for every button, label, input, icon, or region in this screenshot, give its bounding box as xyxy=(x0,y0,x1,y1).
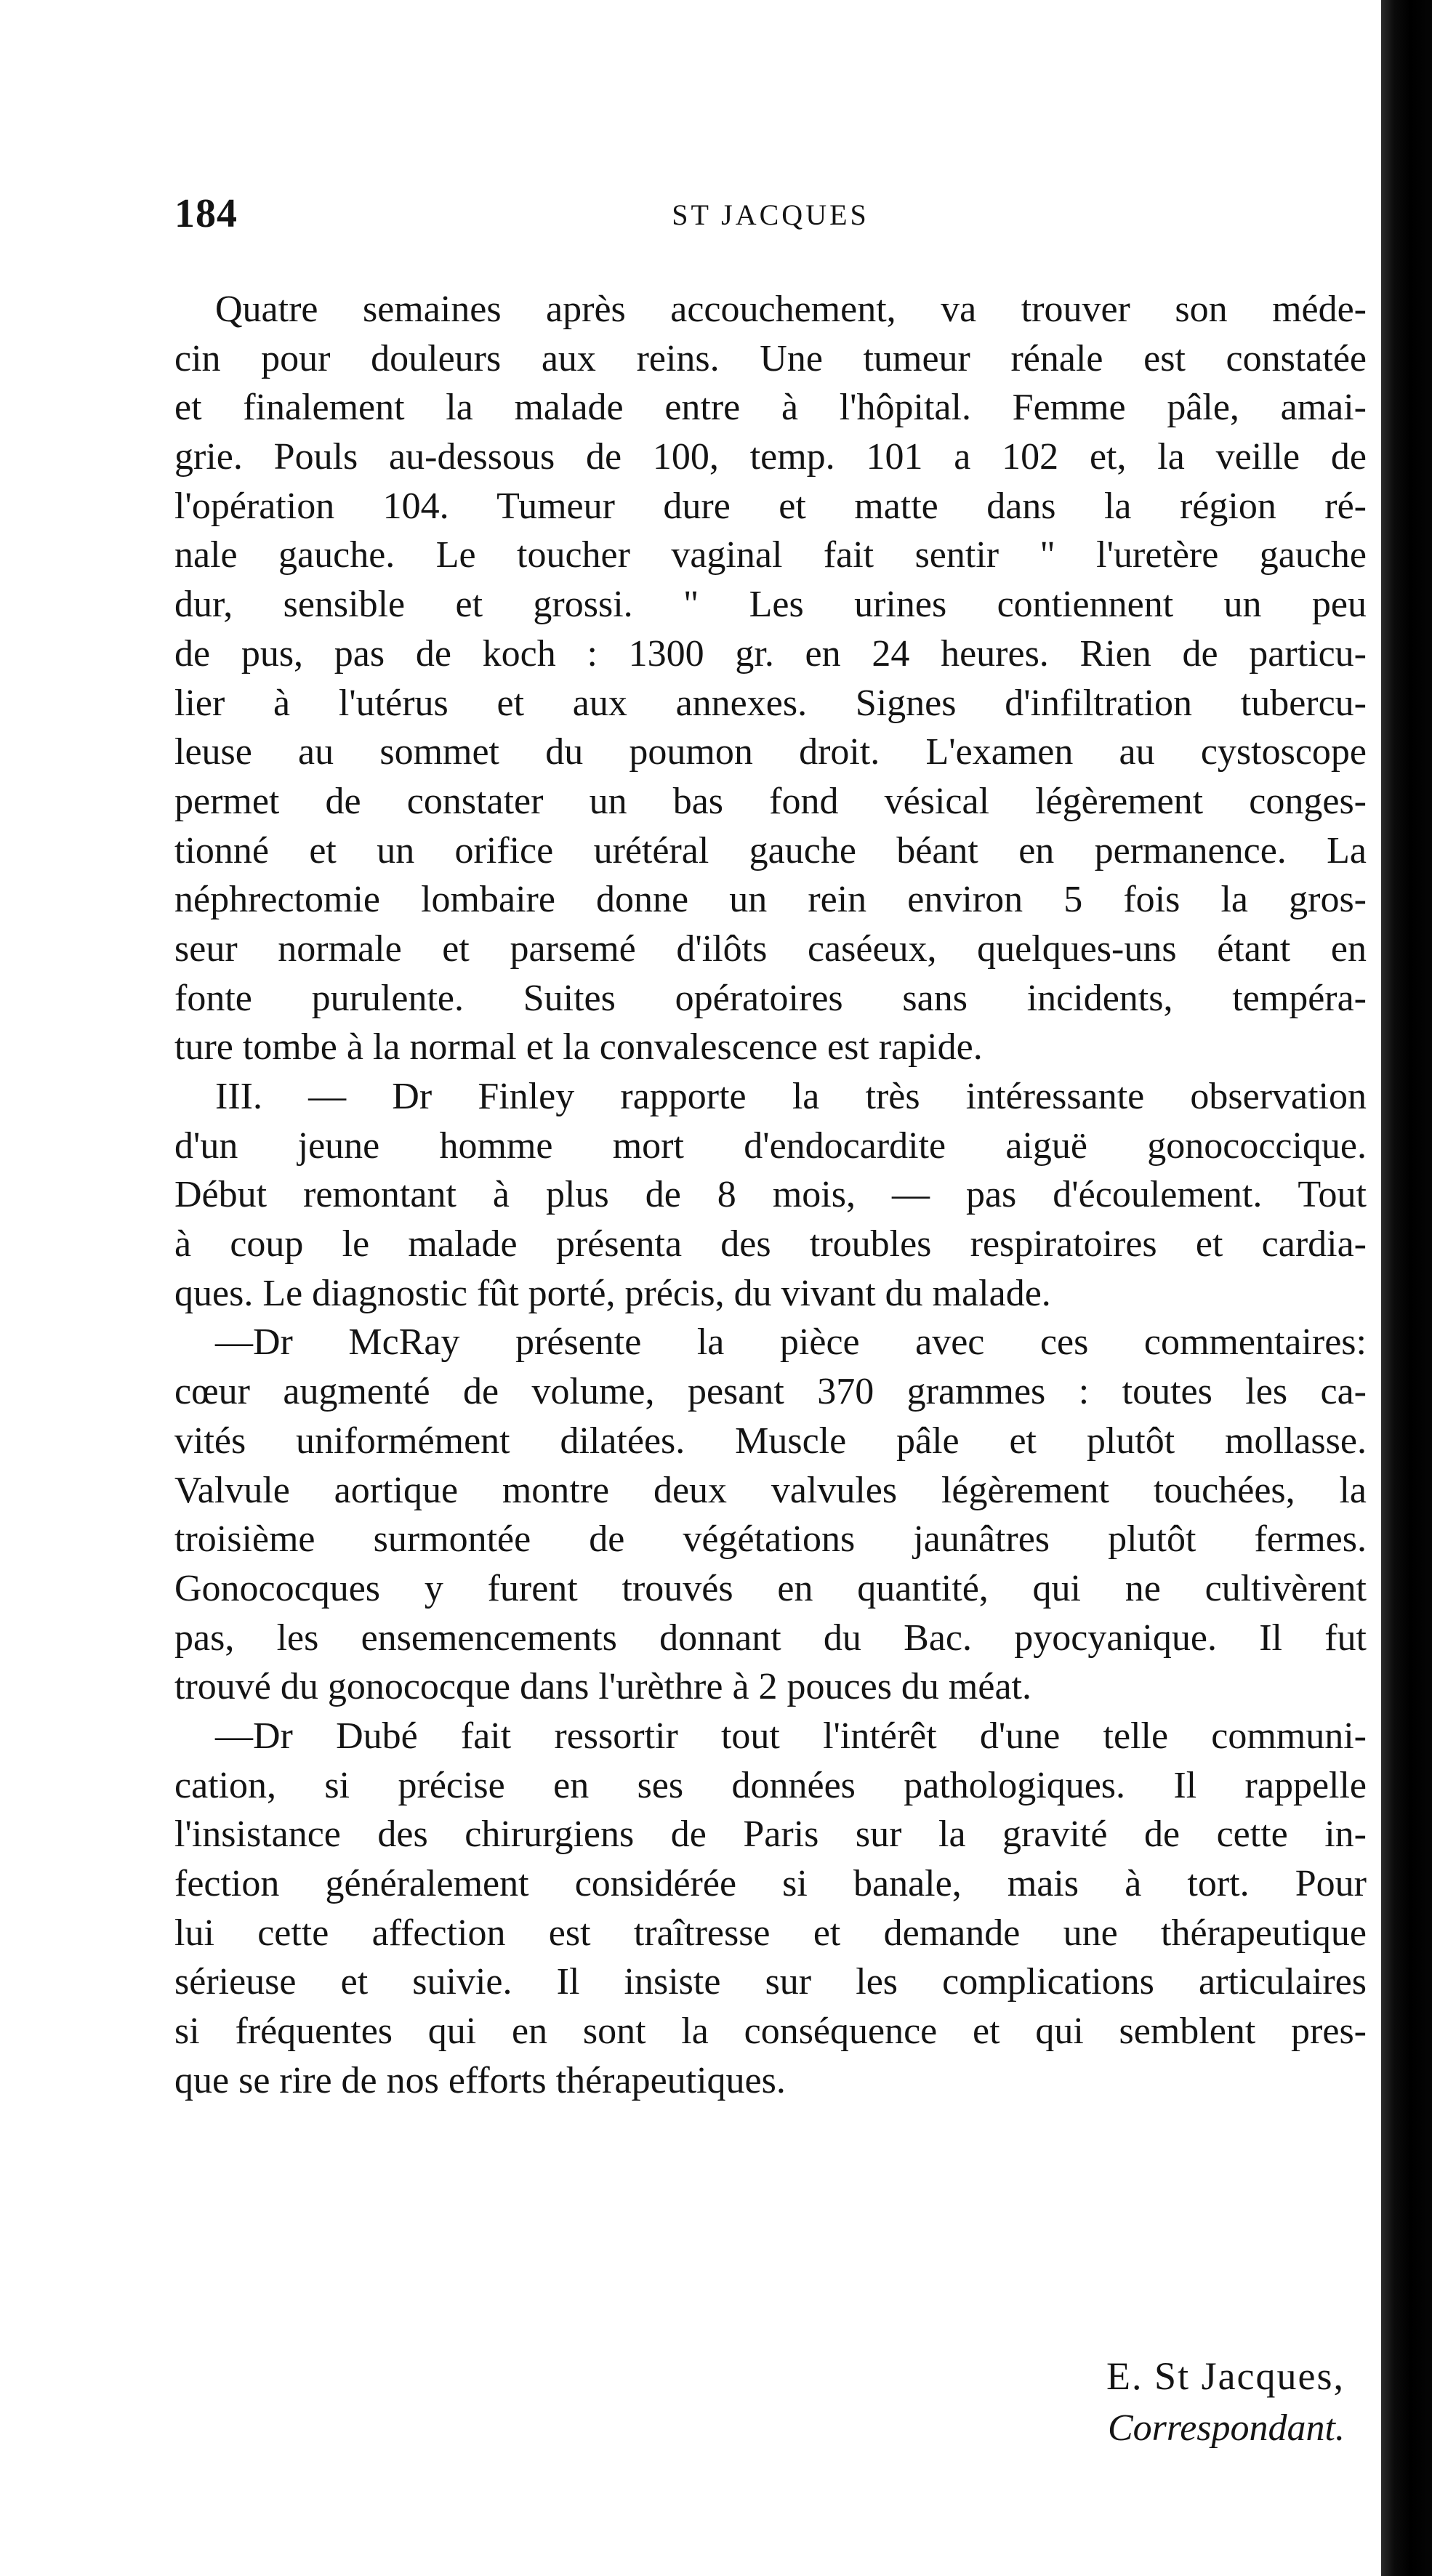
text-line: lui cette affection est traîtresse et demande une thérapeutique xyxy=(174,1912,1367,1954)
text-line: et finalement la malade entre à l'hôpital. Femme pâle, amai- xyxy=(174,387,1367,429)
signature-role: Correspondant. xyxy=(1108,2407,1345,2449)
text-line: l'insistance des chirurgiens de Paris sur la gravité de cette in- xyxy=(174,1814,1367,1856)
scan-border xyxy=(1381,0,1432,2576)
body-text xyxy=(174,285,1367,2105)
text-line: cin pour douleurs aux reins. Une tumeur rénale est constatée xyxy=(174,337,1367,379)
text-line: si fréquentes qui en sont la conséquence et qui semblent pres- xyxy=(174,2011,1367,2053)
text-line: néphrectomie lombaire donne un rein environ 5 fois la gros- xyxy=(174,879,1367,921)
text-line: tionné et un orifice urétéral gauche béant en permanence. La xyxy=(174,829,1367,872)
text-line: leuse au sommet du poumon droit. L'examen au cystoscope xyxy=(174,731,1367,773)
text-line: que se rire de nos efforts thérapeutiques. xyxy=(174,2059,786,2101)
text-line: d'un jeune homme mort d'endocardite aiguë gonococcique. xyxy=(174,1124,1367,1167)
text-line: fonte purulente. Suites opératoires sans incidents, tempéra- xyxy=(174,977,1367,1019)
text-line: III. — Dr Finley rapporte la très intéressante observation xyxy=(215,1076,1367,1117)
page-header xyxy=(174,190,1367,249)
text-line: cœur augmenté de volume, pesant 370 grammes : toutes les ca- xyxy=(174,1371,1367,1413)
text-line: Valvule aortique montre deux valvules légèrement touchées, la xyxy=(174,1469,1367,1511)
text-line: cation, si précise en ses données pathologiques. Il rappelle xyxy=(174,1764,1367,1806)
text-line: de pus, pas de koch : 1300 gr. en 24 heures. Rien de particu- xyxy=(174,632,1367,675)
text-line: grie. Pouls au-dessous de 100, temp. 101 a 102 et, la veille de xyxy=(174,436,1367,478)
running-head: ST JACQUES xyxy=(672,198,869,231)
text-line: —Dr McRay présente la pièce avec ces commentaires: xyxy=(215,1321,1367,1364)
text-line: seur normale et parsemé d'ilôts caséeux, quelques-uns étant en xyxy=(174,927,1367,970)
text-line: sérieuse et suivie. Il insiste sur les complications articulaires xyxy=(174,1961,1367,2003)
text-line: trouvé du gonococque dans l'urèthre à 2 pouces du méat. xyxy=(174,1666,1031,1708)
text-line: ques. Le diagnostic fût porté, précis, du vivant du malade. xyxy=(174,1272,1051,1314)
text-line: à coup le malade présenta des troubles respiratoires et cardia- xyxy=(174,1223,1367,1265)
text-line: Gonococques y furent trouvés en quantité, qui ne cultivèrent xyxy=(174,1567,1367,1609)
text-line: permet de constater un bas fond vésical légèrement conges- xyxy=(174,780,1367,822)
text-line: dur, sensible et grossi. " Les urines contiennent un peu xyxy=(174,584,1367,626)
text-line: pas, les ensemencements donnant du Bac. pyocyanique. Il fut xyxy=(174,1617,1367,1659)
text-line: —Dr Dubé fait ressortir tout l'intérêt d'une telle communi- xyxy=(215,1715,1367,1757)
text-line: l'opération 104. Tumeur dure et matte dans la région ré- xyxy=(174,485,1367,527)
text-line: Quatre semaines après accouchement, va trouver son méde- xyxy=(215,289,1367,330)
signature-name: E. St Jacques, xyxy=(1106,2354,1345,2398)
page-number: 184 xyxy=(174,191,238,236)
text-line: nale gauche. Le toucher vaginal fait sentir " l'uretère gauche xyxy=(174,534,1367,576)
text-line: Début remontant à plus de 8 mois, — pas d'écoulement. Tout xyxy=(174,1174,1367,1216)
text-line: vités uniformément dilatées. Muscle pâle et plutôt mollasse. xyxy=(174,1420,1367,1462)
text-line: ture tombe à la normal et la convalescence est rapide. xyxy=(174,1026,983,1068)
text-line: fection généralement considérée si banale, mais à tort. Pour xyxy=(174,1863,1367,1904)
signature xyxy=(1106,2349,1345,2454)
text-line: lier à l'utérus et aux annexes. Signes d'infiltration tubercu- xyxy=(174,682,1367,724)
text-line: troisième surmontée de végétations jaunâtres plutôt fermes. xyxy=(174,1518,1367,1561)
